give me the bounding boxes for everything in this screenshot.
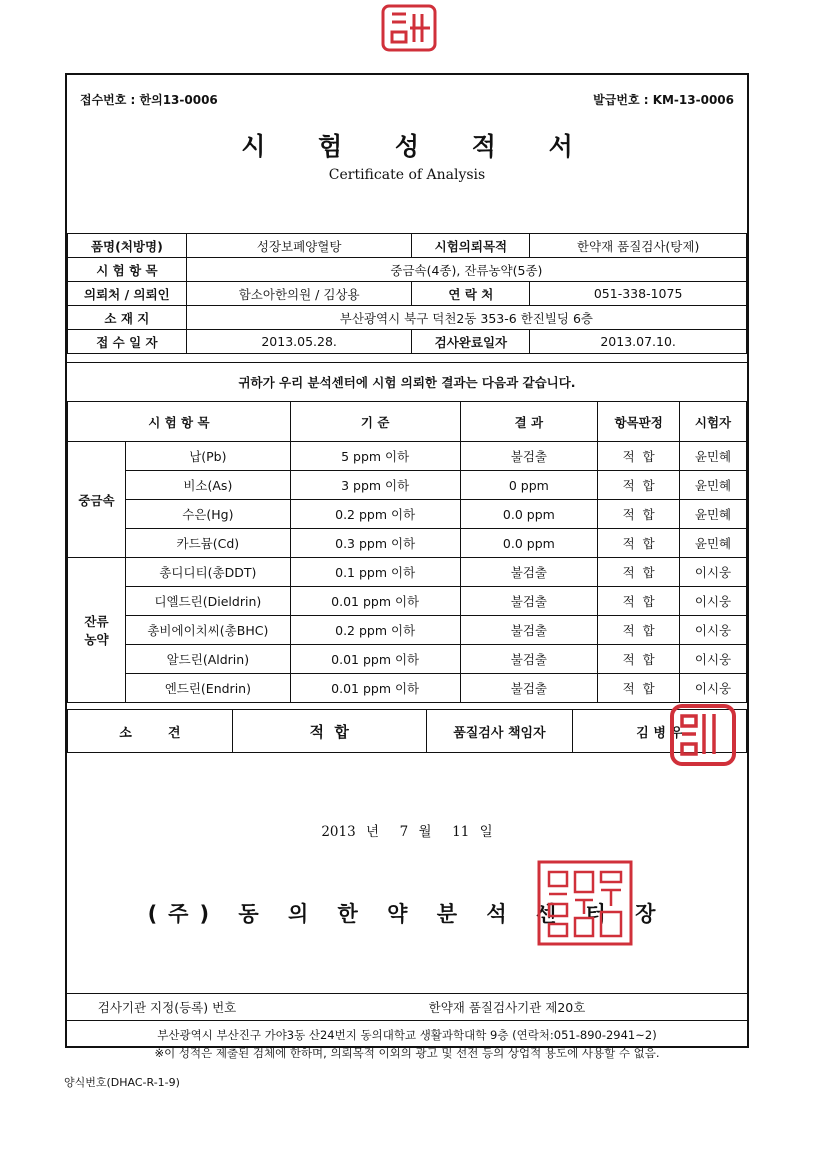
notice-text: 귀하가 우리 분석센터에 시험 의뢰한 결과는 다음과 같습니다. [67, 362, 747, 403]
table-row [68, 674, 747, 703]
cell-result: 불검출 [460, 587, 598, 616]
agency-table [67, 993, 747, 1021]
cell-judgment: 적 합 [598, 442, 680, 471]
cell-standard: 0.1 ppm 이하 [290, 558, 460, 587]
cell-standard: 3 ppm 이하 [290, 471, 460, 500]
completed-date-value: 2013.07.10. [530, 330, 747, 354]
cell-tester: 윤민혜 [680, 471, 747, 500]
receipt-number: 접수번호 : 한의13-0006 [80, 93, 218, 107]
form-number: 양식번호(DHAC-R-1-9) [64, 1076, 180, 1089]
header-tester: 시험자 [680, 402, 747, 442]
cell-standard: 5 ppm 이하 [290, 442, 460, 471]
address-value: 부산광역시 북구 덕천2동 353-6 한진빌딩 6층 [186, 306, 746, 330]
contact-value: 051-338-1075 [530, 282, 747, 306]
cell-tester: 이시웅 [680, 645, 747, 674]
address-label: 소 재 지 [68, 306, 187, 330]
cell-result: 0 ppm [460, 471, 598, 500]
cell-item: 카드뮴(Cd) [125, 529, 290, 558]
footer-disclaimer: ※이 성적은 제출된 검체에 한하며, 의뢰목적 이외의 광고 및 선전 등의 상업적 용도에 사용할 수 없음. [154, 1046, 660, 1060]
received-date-value: 2013.05.28. [186, 330, 412, 354]
cell-item: 납(Pb) [125, 442, 290, 471]
cell-standard: 0.01 ppm 이하 [290, 674, 460, 703]
document-title: 시 험 성 적 서 [241, 132, 595, 161]
issue-number: 발급번호 : KM-13-0006 [593, 93, 734, 107]
cell-item: 총디디티(총DDT) [125, 558, 290, 587]
cell-result: 불검출 [460, 558, 598, 587]
cell-item: 디엘드린(Dieldrin) [125, 587, 290, 616]
client-label: 의뢰처 / 의뢰인 [68, 282, 187, 306]
header-standard: 기 준 [290, 402, 460, 442]
company-name: (주) 동 의 한 약 분 석 센 터 장 [147, 902, 667, 926]
cell-item: 알드린(Aldrin) [125, 645, 290, 674]
certificate-frame [65, 73, 749, 1060]
cell-judgment: 적 합 [598, 587, 680, 616]
cell-judgment: 적 합 [598, 500, 680, 529]
cell-judgment: 적 합 [598, 558, 680, 587]
header-result: 결 과 [460, 402, 598, 442]
document-subtitle: Certificate of Analysis [328, 167, 486, 183]
contact-label: 연 락 처 [412, 282, 530, 306]
manager-label: 품질검사 책임자 [426, 710, 573, 753]
cell-tester: 윤민혜 [680, 529, 747, 558]
cell-item: 엔드린(Endrin) [125, 674, 290, 703]
cell-standard: 0.01 ppm 이하 [290, 587, 460, 616]
opinion-value: 적 합 [232, 710, 426, 753]
cell-standard: 0.2 ppm 이하 [290, 500, 460, 529]
cell-standard: 0.01 ppm 이하 [290, 645, 460, 674]
cell-judgment: 적 합 [598, 471, 680, 500]
table-row [68, 500, 747, 529]
header-judgment: 항목판정 [598, 402, 680, 442]
purpose-label: 시험의뢰목적 [412, 234, 530, 258]
cell-item: 비소(As) [125, 471, 290, 500]
group-label: 잔류 농약 [68, 558, 126, 703]
cell-tester: 이시웅 [680, 616, 747, 645]
results-table [67, 401, 747, 703]
cell-item: 총비에이치씨(총BHC) [125, 616, 290, 645]
personal-seal-icon [662, 700, 742, 770]
results-body [68, 442, 747, 703]
cell-tester: 윤민혜 [680, 442, 747, 471]
table-row [68, 587, 747, 616]
cell-tester: 이시웅 [680, 674, 747, 703]
cell-judgment: 적 합 [598, 674, 680, 703]
group-label: 중금속 [68, 442, 126, 558]
cell-standard: 0.3 ppm 이하 [290, 529, 460, 558]
cell-tester: 이시웅 [680, 587, 747, 616]
cell-item: 수은(Hg) [125, 500, 290, 529]
cell-tester: 윤민혜 [680, 500, 747, 529]
cell-result: 불검출 [460, 674, 598, 703]
table-row [68, 558, 747, 587]
request-info-table [67, 233, 747, 354]
received-date-label: 접 수 일 자 [68, 330, 187, 354]
cell-result: 불검출 [460, 442, 598, 471]
opinion-table [67, 709, 747, 753]
client-value: 함소아한의원 / 김상용 [186, 282, 412, 306]
agency-value: 한약재 품질검사기관 제20호 [267, 994, 747, 1021]
company-seal-icon [535, 858, 635, 948]
cell-result: 0.0 ppm [460, 500, 598, 529]
cell-standard: 0.2 ppm 이하 [290, 616, 460, 645]
completed-date-label: 검사완료일자 [412, 330, 530, 354]
table-row [68, 529, 747, 558]
cell-result: 불검출 [460, 616, 598, 645]
test-items-value: 중금속(4종), 잔류농약(5종) [186, 258, 746, 282]
product-value: 성장보폐양혈탕 [186, 234, 412, 258]
cell-judgment: 적 합 [598, 529, 680, 558]
test-items-label: 시 험 항 목 [68, 258, 187, 282]
cell-result: 0.0 ppm [460, 529, 598, 558]
table-row [68, 471, 747, 500]
cell-tester: 이시웅 [680, 558, 747, 587]
purpose-value: 한약재 품질검사(탕제) [530, 234, 747, 258]
agency-label: 검사기관 지정(등록) 번호 [67, 994, 267, 1021]
opinion-label: 소 견 [68, 710, 233, 753]
top-seal-icon [380, 4, 438, 52]
product-label: 품명(처방명) [68, 234, 187, 258]
cell-judgment: 적 합 [598, 616, 680, 645]
table-row [68, 442, 747, 471]
footer-address: 부산광역시 부산진구 가야3동 산24번지 동의대학교 생활과학대학 9층 (연락처:051-890-2941~2) [157, 1028, 657, 1042]
cell-judgment: 적 합 [598, 645, 680, 674]
manager-value: 김 병 우 [573, 710, 747, 753]
table-row [68, 645, 747, 674]
issue-date: 2013 년 7 월 11 일 [321, 824, 493, 840]
header-test-item: 시 험 항 목 [68, 402, 291, 442]
table-row [68, 616, 747, 645]
cell-result: 불검출 [460, 645, 598, 674]
